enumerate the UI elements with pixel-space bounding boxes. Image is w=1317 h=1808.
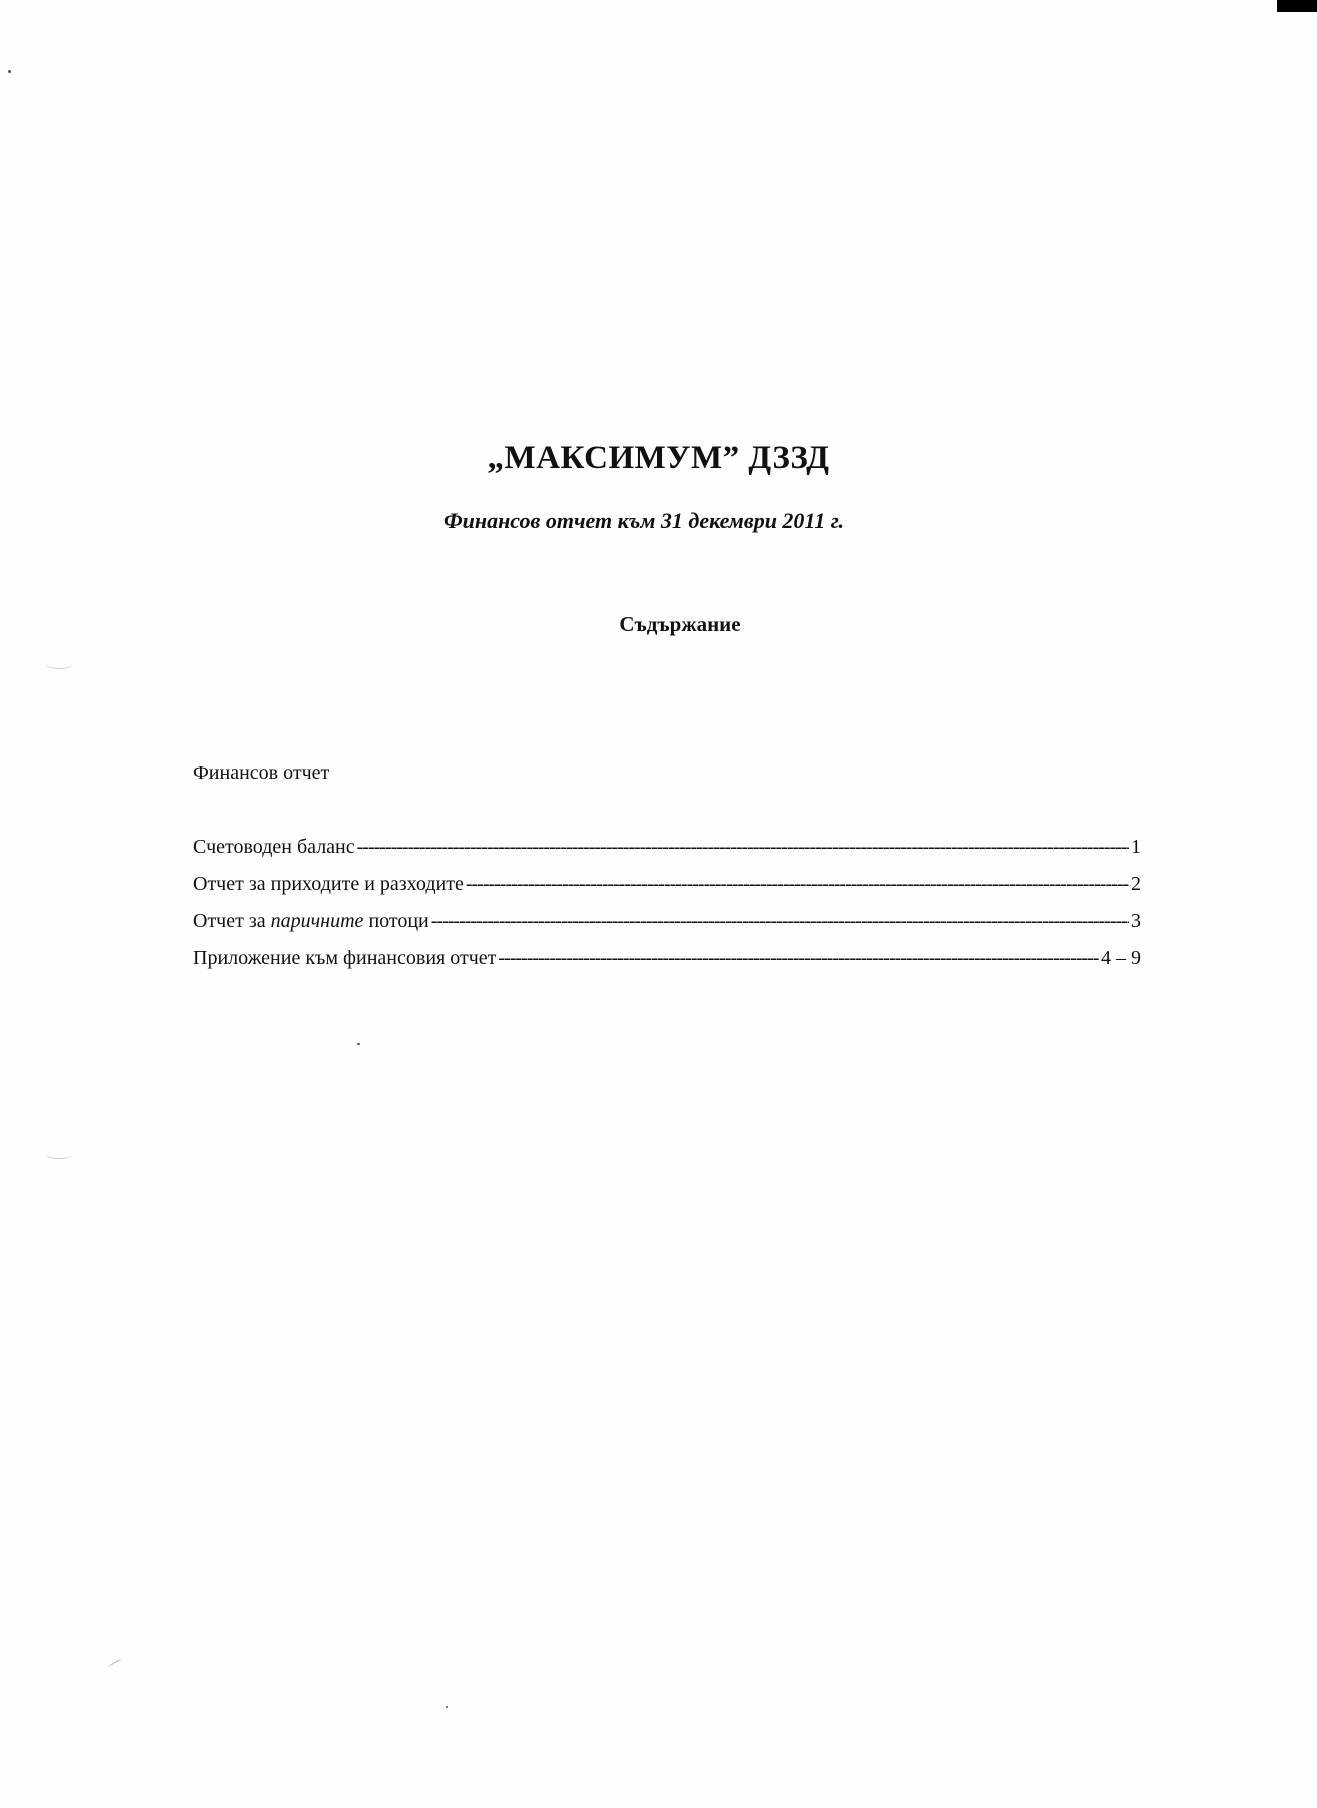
toc-dot-leader [431,910,1129,933]
toc-page-number: 3 [1131,910,1141,932]
toc-dot-leader [357,836,1129,859]
contents-heading: Съдържание [619,612,741,636]
punch-hole-mark [46,660,72,669]
toc-label-italic: паричните [270,910,364,932]
scan-edge-mark [1277,0,1317,12]
company-title: „МАКСИМУМ” ДЗЗД [487,440,830,476]
toc-page-number: 4 – 9 [1101,947,1141,969]
toc-entry-cash-flow [193,910,1141,947]
scan-speck [8,70,11,73]
toc-entry-label [193,910,429,933]
toc-entry-label: Счетоводен баланс [193,836,355,858]
toc-label-prefix: Отчет за [193,910,271,932]
toc-entry-label: Приложение към финансовия отчет [193,947,497,969]
toc-entry-balance-sheet [193,836,1141,873]
toc-page-number: 1 [1131,836,1141,858]
toc-entry-income-statement [193,873,1141,910]
toc-label-suffix: потоци [363,910,429,932]
section-label: Финансов отчет [193,762,330,784]
table-of-contents [193,836,1141,984]
toc-page-number: 2 [1131,873,1141,895]
toc-entry-notes [193,947,1141,984]
toc-entry-label: Отчет за приходите и разходите [193,873,464,895]
scan-speck [109,1659,122,1667]
scan-speck [357,1043,360,1045]
toc-dot-leader [498,947,1099,970]
report-subtitle: Финансов отчет към 31 декември 2011 г. [443,508,845,533]
punch-hole-mark [46,1150,72,1159]
scan-speck [446,1706,448,1708]
toc-dot-leader [466,873,1129,896]
